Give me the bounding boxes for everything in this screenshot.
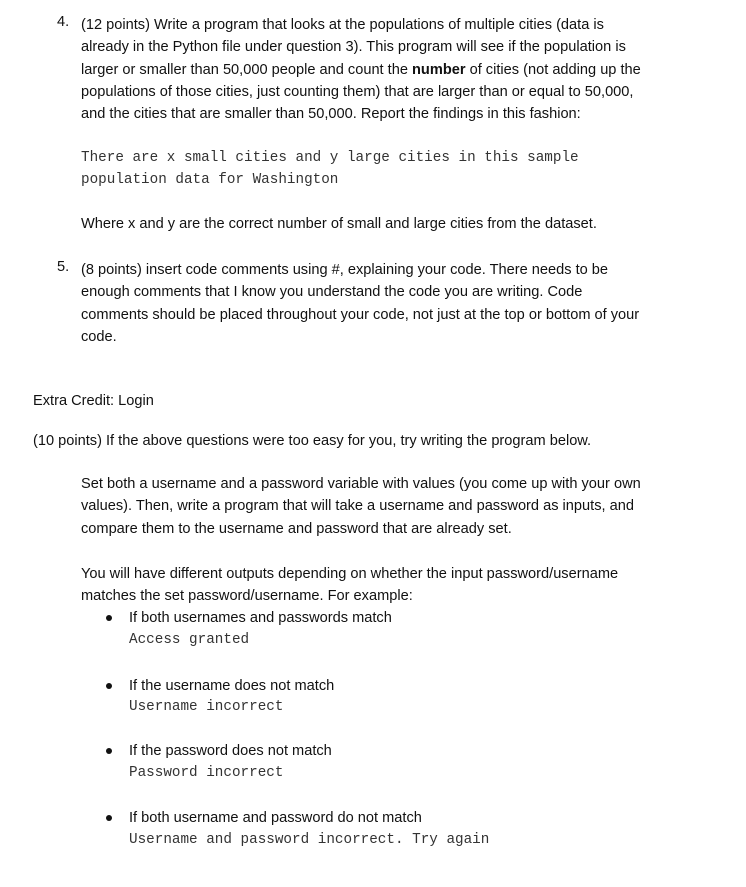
bullet-icon bbox=[106, 683, 112, 689]
code-line: There are x small cities and y large cities in this sample bbox=[81, 150, 579, 166]
list-item-text: If the password does not match bbox=[129, 743, 332, 759]
paragraph-line: compare them to the username and password that are already set. bbox=[81, 520, 512, 537]
question-4-line-part: of cities (not adding up the bbox=[465, 61, 641, 78]
question-5-line: enough comments that I know you understand the code you are writing. Code bbox=[81, 284, 583, 301]
question-4-line bbox=[81, 59, 641, 81]
extra-credit-paragraph-1 bbox=[81, 473, 641, 540]
question-4-line: (12 points) Write a program that looks at the populations of multiple cities (data is bbox=[81, 17, 604, 33]
extra-credit-heading: Extra Credit: Login bbox=[33, 393, 154, 409]
question-5-text bbox=[81, 259, 639, 348]
list-item-text: If both username and password do not match bbox=[129, 810, 422, 826]
list-item-code: Username incorrect bbox=[129, 699, 284, 715]
paragraph-line: matches the set password/username. For example: bbox=[81, 588, 413, 605]
question-5-line: code. bbox=[81, 328, 117, 345]
bullet-icon bbox=[106, 815, 112, 821]
question-5-line: (8 points) insert code comments using #, explaining your code. There needs to be bbox=[81, 262, 609, 278]
question-4-text bbox=[81, 14, 641, 125]
list-item-code: Username and password incorrect. Try again bbox=[129, 832, 490, 848]
question-4-note: Where x and y are the correct number of small and large cities from the dataset. bbox=[81, 216, 597, 232]
paragraph-line: values). Then, write a program that will take a username and password as inputs, and bbox=[81, 498, 634, 515]
question-4-line-part: larger or smaller than 50,000 people and count the bbox=[81, 61, 413, 78]
paragraph-line: You will have different outputs depending on whether the input password/username bbox=[81, 566, 619, 582]
question-4-code-sample bbox=[81, 148, 579, 191]
code-line: population data for Washington bbox=[81, 171, 339, 188]
list-item-text: If both usernames and passwords match bbox=[129, 610, 392, 626]
question-5-line: comments should be placed throughout your code, not just at the top or bottom of your bbox=[81, 306, 640, 323]
question-4-number: 4. bbox=[57, 14, 70, 30]
question-4-line: populations of those cities, just counting them) that are larger than or equal to 50,000, bbox=[81, 83, 634, 100]
list-item-code: Password incorrect bbox=[129, 765, 284, 781]
bullet-icon bbox=[106, 615, 112, 621]
list-item-code: Access granted bbox=[129, 632, 250, 648]
list-item-text: If the username does not match bbox=[129, 678, 335, 694]
extra-credit-intro: (10 points) If the above questions were too easy for you, try writing the program below. bbox=[33, 433, 592, 449]
question-4-line: already in the Python file under question 3). This program will see if the population is bbox=[81, 39, 626, 56]
bullet-icon bbox=[106, 748, 112, 754]
extra-credit-paragraph-2 bbox=[81, 563, 618, 608]
paragraph-line: Set both a username and a password variable with values (you come up with your own bbox=[81, 476, 641, 492]
question-4-line: and the cities that are smaller than 50,000. Report the findings in this fashion: bbox=[81, 106, 581, 123]
question-5-number: 5. bbox=[57, 259, 70, 275]
question-4-emphasis: number bbox=[412, 61, 466, 78]
